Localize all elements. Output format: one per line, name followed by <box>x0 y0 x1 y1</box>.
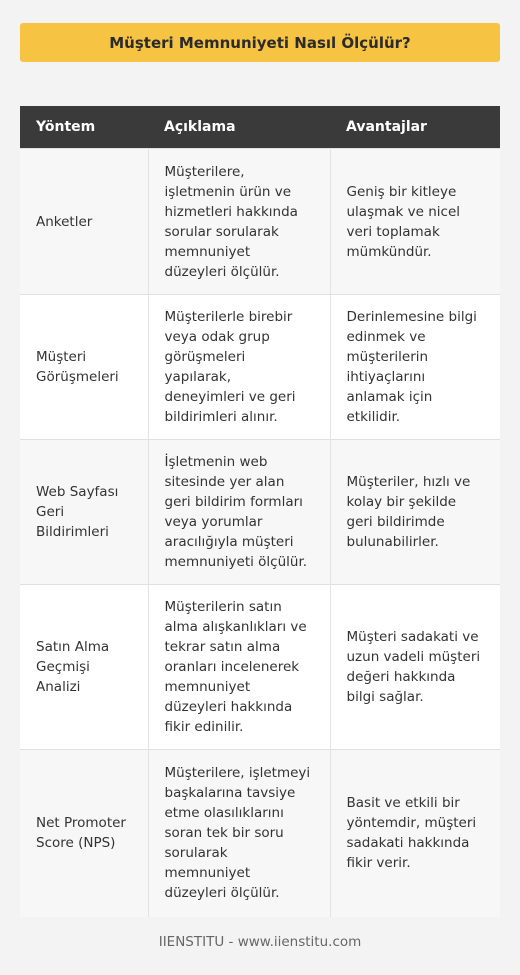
table-row <box>20 149 500 295</box>
page-title: Müşteri Memnuniyeti Nasıl Ölçülür? <box>20 23 500 62</box>
cell-description: Müşterilerle birebir veya odak grup görüşmeleri yapılarak, deneyimleri ve geri bildirimleri alınır. <box>148 295 330 440</box>
cell-description: İşletmenin web sitesinde yer alan geri bildirim formları veya yorumlar aracılığıyla müşteri memnuniyeti ölçülür. <box>148 440 330 585</box>
table-row <box>20 585 500 750</box>
footer-credit: IIENSTITU - www.iienstitu.com <box>158 934 362 950</box>
cell-method: Web Sayfası Geri Bildirimleri <box>20 440 148 585</box>
cell-description: Müşterilere, işletmenin ürün ve hizmetleri hakkında sorular sorularak memnuniyet düzeyleri ölçülür. <box>148 149 330 295</box>
header-method: Yöntem <box>20 106 148 149</box>
methods-table <box>20 106 500 917</box>
header-description: Açıklama <box>148 106 330 149</box>
cell-description: Müşterilerin satın alma alışkanlıkları ve tekrar satın alma oranları incelenerek memnuniyet düzeyleri hakkında fikir edinilir. <box>148 585 330 750</box>
cell-advantages: Basit ve etkili bir yöntemdir, müşteri sadakati hakkında fikir verir. <box>330 750 500 917</box>
cell-advantages: Müşteriler, hızlı ve kolay bir şekilde geri bildirimde bulunabilirler. <box>330 440 500 585</box>
cell-method: Anketler <box>20 149 148 295</box>
table-row <box>20 750 500 917</box>
header-advantages: Avantajlar <box>330 106 500 149</box>
cell-method: Müşteri Görüşmeleri <box>20 295 148 440</box>
cell-method: Net Promoter Score (NPS) <box>20 750 148 917</box>
cell-advantages: Derinlemesine bilgi edinmek ve müşterilerin ihtiyaçlarını anlamak için etkilidir. <box>330 295 500 440</box>
table-row <box>20 295 500 440</box>
table-header-row <box>20 106 500 149</box>
cell-advantages: Geniş bir kitleye ulaşmak ve nicel veri toplamak mümkündür. <box>330 149 500 295</box>
table-row <box>20 440 500 585</box>
cell-description: Müşterilere, işletmeyi başkalarına tavsiye etme olasılıklarını soran tek bir soru sorularak memnuniyet düzeyleri ölçülür. <box>148 750 330 917</box>
cell-advantages: Müşteri sadakati ve uzun vadeli müşteri değeri hakkında bilgi sağlar. <box>330 585 500 750</box>
cell-method: Satın Alma Geçmişi Analizi <box>20 585 148 750</box>
